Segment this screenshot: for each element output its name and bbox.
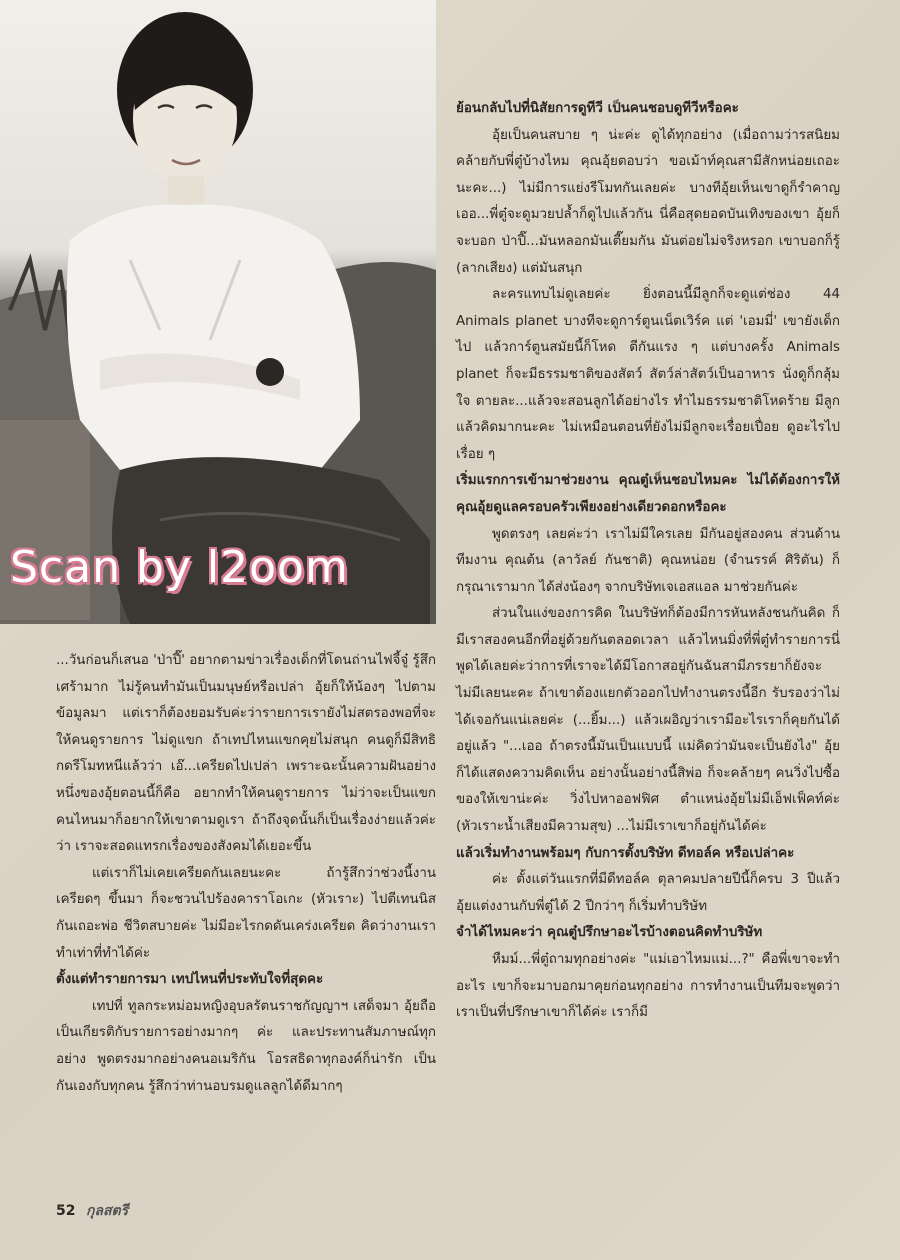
answer-paragraph: เทปที่ ทูลกระหม่อมหญิงอุบลรัตนราชกัญญาฯ เสด็จมา อุ้ยถือเป็นเกียรติกับรายการอย่างมากๆ ค่ะ และประทานสัมภาษณ์ทุกอย่าง พูดตรงมากอย่างคนอเมริกัน โอรสธิดาทุกองค์ก็น่ารัก เป็นกันเองกับทุกคน รู้สึกว่าท่านอบรมดูแลลูกได้ดีมากๆ: [56, 998, 436, 1094]
answer-paragraph: หืมม์...พี่ตู๋ถามทุกอย่างค่ะ "แม่เอาไหมแม่...?" คือพี่เขาจะทำอะไร เขาก็จะมาบอกมาคุยก่อนทุกอย่าง การทำงานเป็นทีมจะพูดว่าเราเป็นที่ปรึกษาเขาก็ได้ค่ะ เราก็มี: [456, 952, 840, 1021]
page-footer: [56, 1200, 128, 1222]
question-heading: เริ่มแรกการเข้ามาช่วยงาน คุณตู๋เห็นชอบไหมคะ ไม่ได้ต้องการให้คุณอุ้ยดูแลครอบครัวเพียงอย่างเดียวดอกหรือคะ: [456, 473, 840, 515]
right-column: [456, 96, 840, 1027]
question-heading: ย้อนกลับไปที่นิสัยการดูทีวี เป็นคนชอบดูทีวีหรือคะ: [456, 101, 739, 116]
page-number: 52: [56, 1203, 76, 1219]
answer-paragraph: ค่ะ ตั้งแต่วันแรกที่มีดีทอล์ค ตุลาคมปลายปีนี้ก็ครบ 3 ปีแล้ว อุ้ยแต่งงานกับพี่ตู๋ได้ 2 ปีกว่าๆ ก็เริ่มทำบริษัท: [456, 872, 840, 914]
portrait-photo: [0, 0, 436, 624]
question-heading: แล้วเริ่มทำงานพร้อมๆ กับการตั้งบริษัท ดีทอล์ค หรือเปล่าคะ: [456, 845, 795, 861]
answer-paragraph: ...วันก่อนก็เสนอ 'ป่าปี๊' อยากตามข่าวเรื่องเด็กที่โดนถ่านไฟจี้จู๋ รู้สึกเศร้ามาก ไม่รู้คนทำมันเป็นมนุษย์หรือเปล่า อุ้ยก็ให้น้องๆ ไปตามข้อมูลมา แต่เราก็ต้องยอมรับค่ะว่ารายการเรายังไม่สตรองพอที่จะให้คนดูรายการ ไม่ดูแขก ถ้าเทปไหนแขกคุยไม่สนุก คนดูก็มีสิทธิกดรีโมทหนีแล้วว่า เอ๊...เครียดไปเปล่า เพราะฉะนั้นความฝันอย่างหนึ่งของอุ้ยตอนนี้ก็คือ อยากทำให้คนดูรายการ ไม่ว่าจะเป็นแขกคนไหนมาก็อยากให้เขาตามดูเรา ถ้าถึงจุดนั้นก็เป็นเรื่องง่ายแล้วค่ะ ว่า เราจะสอดแทรกเรื่องของสังคมได้เยอะขึ้น: [56, 653, 436, 855]
answer-paragraph: พูดตรงๆ เลยค่ะว่า เราไม่มีใครเลย มีกันอยู่สองคน ส่วนด้านทีมงาน คุณต้น (ลาวัลย์ กันชาติ) คุณหน่อย (จำนรรค์ ศิริตัน) ก็กรุณาเรามาก ได้ส่งน้องๆ จากบริษัทเจเอสแอล มาช่วยกันค่ะ: [456, 526, 840, 595]
left-column: [56, 648, 436, 1100]
portrait-illustration: [0, 0, 436, 624]
answer-paragraph: ละครแทบไม่ดูเลยค่ะ ยิ่งตอนนี้มีลูกก็จะดูแต่ช่อง 44 Animals planet บางทีจะดูการ์ตูนเน็ตเวิร์ค แต่ 'เอมมี่' เขายังเด็กไป แล้วการ์ตูนสมัยนี้ก็โหด ตีกันแรง ๆ แต่บางครั้ง Animals planet ก็จะมีธรรมชาติของสัตว์ สัตว์ล่าสัตว์เป็นอาหาร นั่งดูก็กลุ้มใจ ตายละ...แล้วจะสอนลูกได้อย่างไร ทำไมธรรมชาติโหดร้าย มีลูกแล้วคิดมากนะคะ ไม่เหมือนตอนที่ยังไม่มีลูกจะเรื่อยเปื่อย ดูอะไรไปเรื่อย ๆ: [456, 287, 840, 462]
question-heading: ตั้งแต่ทำรายการมา เทปไหนที่ประทับใจที่สุดคะ: [56, 972, 324, 988]
question-heading: จำได้ไหมคะว่า คุณตู๋ปรึกษาอะไรบ้างตอนคิดทำบริษัท: [456, 925, 763, 941]
magazine-name: กุลสตรี: [85, 1203, 129, 1219]
answer-paragraph: ส่วนในแง่ของการคิด ในบริษัทก็ต้องมีการหันหลังชนกันคิด ก็มีเราสองคนอีกที่อยู่ด้วยกันตลอดเวลา แล้วไหนมิ่งที่พี่ตู๋ทำรายการนี่ พูดได้เลยค่ะว่าการที่เราจะได้มีโอกาสอยู่กันฉันสามีภรรยาก็ยังจะไม่มีเลยนะคะ ถ้าเขาต้องแยกตัวออกไปทำงานตรงนี้อีก รับรองว่าไม่ได้เจอกันแน่เลยค่ะ (...ยิ้ม...) แล้วเผอิญว่าเรามีอะไรเราก็คุยกันได้อยู่แล้ว "...เออ ถ้าตรงนี้มันเป็นแบบนี้ แม่คิดว่ามันจะเป็นยังไง" อุ้ยก็ได้แสดงความคิดเห็น อย่างนั้นอย่างนี้สิพ่อ ก็จะคล้ายๆ คนวิ่งไปซื้อของให้เขาน่ะค่ะ วิ่งไปหาออฟฟิศ ตำแหน่งอุ้ยไม่มีเอ็ฟเฟ็คท์ค่ะ (หัวเราะน้ำเสียงมีความสุข) ...ไม่มีเราเขาก็อยู่กันได้ค่ะ: [456, 606, 840, 835]
answer-paragraph: อุ้ยเป็นคนสบาย ๆ น่ะค่ะ ดูได้ทุกอย่าง (เมื่อถามว่ารสนิยมคล้ายกับพี่ตู๋บ้างไหม คุณอุ้ยตอบว่า ขอเม้าท์คุณสามีสักหน่อยเถอะนะคะ...) ไม่มีการแย่งรีโมทกันเลยค่ะ บางทีอุ้ยเห็นเขาดูก็รำคาญ เออ...พี่ตู๋จะดูมวยปล้ำก็ดูไปแล้วกัน นี่คือสุดยอดบันเทิงของเขา อุ้ยก็จะบอก ป่าปี๊...มันหลอกมันเตี๊ยมกัน มันต่อยไม่จริงหรอก เขาบอกก็รู้ (ลากเสียง) แต่มันสนุก: [456, 127, 840, 276]
answer-paragraph: แต่เราก็ไม่เคยเครียดกันเลยนะคะ ถ้ารู้สึกว่าช่วงนี้งานเครียดๆ ขึ้นมา ก็จะชวนไปร้องคาราโอเกะ (หัวเราะ) ไปตีเทนนิสกันเถอะพ่อ ชีวิตสบายค่ะ ไม่มีอะไรกดดันเคร่งเครียด คิดว่างานเราทำเท่าที่ทำได้ค่ะ: [56, 865, 436, 961]
scan-watermark: Scan by l2oom: [10, 542, 349, 593]
